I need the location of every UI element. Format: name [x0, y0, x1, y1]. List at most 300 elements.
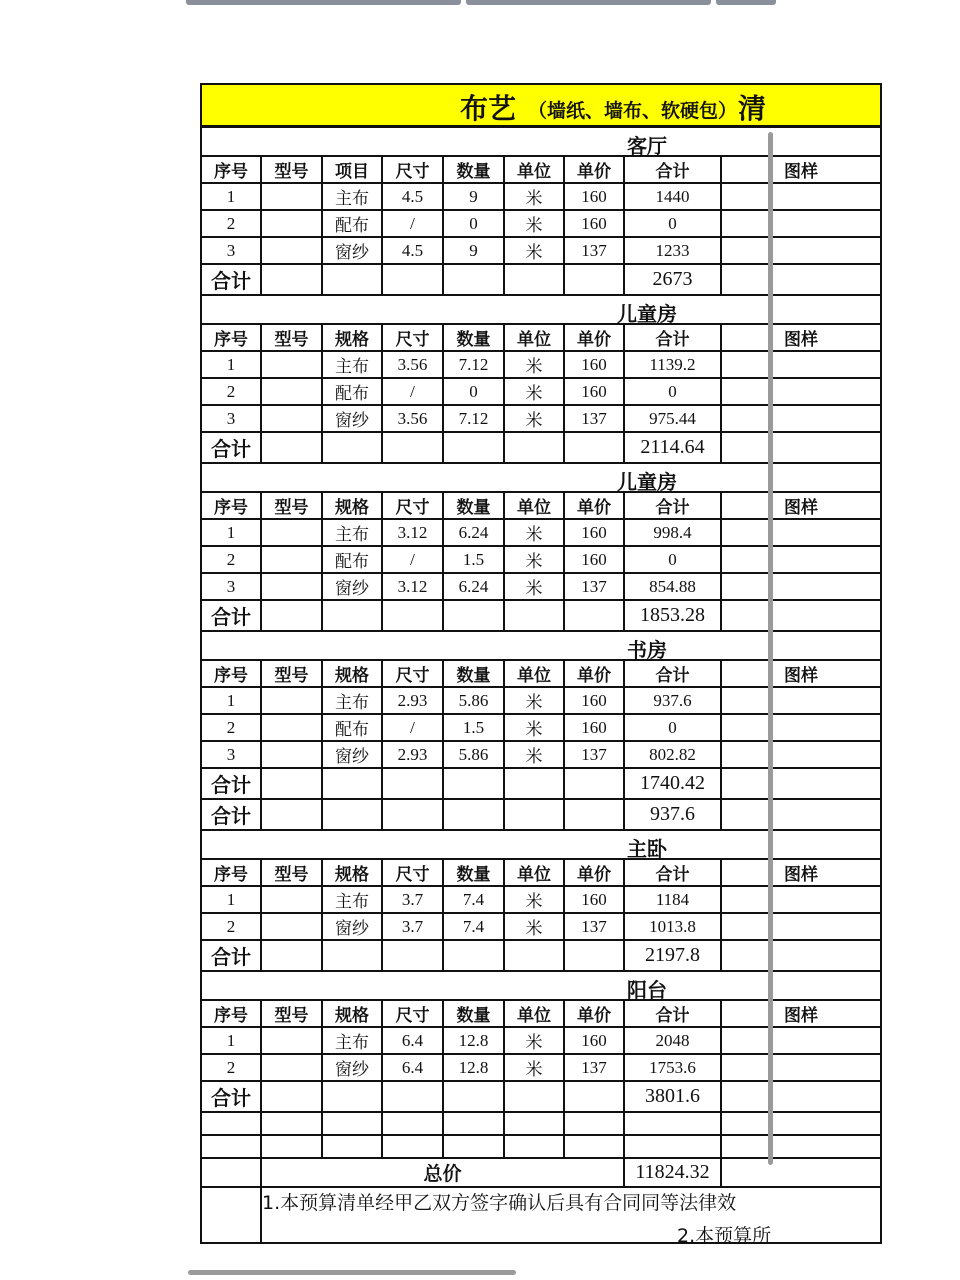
total-label[interactable]: 总价	[261, 1158, 624, 1187]
column-header[interactable]: 规格	[322, 859, 382, 886]
table-cell[interactable]	[721, 1054, 881, 1081]
table-cell[interactable]: 2.93	[382, 687, 443, 714]
table-cell[interactable]: 160	[564, 886, 624, 913]
table-cell[interactable]	[721, 264, 881, 295]
column-header[interactable]: 合计	[624, 660, 721, 687]
table-cell[interactable]	[201, 1187, 261, 1243]
column-header[interactable]: 数量	[443, 660, 504, 687]
table-cell[interactable]	[564, 940, 624, 971]
column-header[interactable]: 序号	[201, 492, 261, 519]
table-cell[interactable]	[201, 1158, 261, 1187]
horizontal-scrollbar[interactable]	[188, 1270, 516, 1275]
table-cell[interactable]	[261, 913, 322, 940]
table-cell[interactable]	[721, 573, 881, 600]
column-header[interactable]: 型号	[261, 660, 322, 687]
table-cell[interactable]	[564, 432, 624, 463]
column-header[interactable]: 尺寸	[382, 324, 443, 351]
subtotal-label[interactable]: 合计	[201, 768, 261, 799]
table-cell[interactable]: 2	[201, 1054, 261, 1081]
table-cell[interactable]	[443, 264, 504, 295]
table-cell[interactable]: 137	[564, 1054, 624, 1081]
table-cell[interactable]: 3.7	[382, 886, 443, 913]
table-cell[interactable]	[261, 519, 322, 546]
table-cell[interactable]: 米	[504, 519, 564, 546]
table-cell[interactable]: 配布	[322, 714, 382, 741]
section-header-row	[201, 127, 881, 157]
table-cell[interactable]	[322, 432, 382, 463]
table-cell[interactable]	[261, 1081, 322, 1112]
table-cell[interactable]	[721, 1135, 881, 1158]
table-cell[interactable]	[564, 799, 624, 830]
table-cell[interactable]	[382, 940, 443, 971]
table-cell[interactable]	[261, 546, 322, 573]
column-header[interactable]: 合计	[624, 1000, 721, 1027]
table-cell[interactable]	[721, 432, 881, 463]
table-cell[interactable]	[201, 1112, 261, 1135]
table-cell[interactable]: 米	[504, 1027, 564, 1054]
table-cell[interactable]: 0	[624, 714, 721, 741]
subtotal-value[interactable]: 2114.64	[624, 432, 721, 463]
table-cell[interactable]: 9	[443, 237, 504, 264]
table-cell[interactable]	[322, 1135, 382, 1158]
table-cell[interactable]	[721, 913, 881, 940]
table-cell[interactable]: 1753.6	[624, 1054, 721, 1081]
table-cell[interactable]	[504, 799, 564, 830]
table-cell[interactable]: 1	[201, 183, 261, 210]
table-cell[interactable]	[261, 378, 322, 405]
vertical-scrollbar[interactable]	[768, 132, 773, 1165]
table-cell[interactable]: 1	[201, 519, 261, 546]
table-cell[interactable]: 137	[564, 741, 624, 768]
table-cell[interactable]	[564, 600, 624, 631]
table-cell[interactable]: 160	[564, 183, 624, 210]
table-cell[interactable]: 7.4	[443, 886, 504, 913]
table-cell[interactable]: 主布	[322, 351, 382, 378]
subtotal-value[interactable]: 3801.6	[624, 1081, 721, 1112]
table-cell[interactable]: 1	[201, 351, 261, 378]
column-header[interactable]: 数量	[443, 492, 504, 519]
column-header[interactable]: 型号	[261, 156, 322, 183]
table-cell[interactable]	[721, 600, 881, 631]
table-cell[interactable]: 12.8	[443, 1027, 504, 1054]
table-cell[interactable]: 3	[201, 405, 261, 432]
table-cell[interactable]: 主布	[322, 1027, 382, 1054]
subtotal-label[interactable]: 合计	[201, 264, 261, 295]
table-cell[interactable]	[322, 1081, 382, 1112]
table-cell[interactable]	[261, 768, 322, 799]
table-cell[interactable]: 137	[564, 237, 624, 264]
table-cell[interactable]: 3.56	[382, 405, 443, 432]
table-cell[interactable]	[261, 714, 322, 741]
table-cell[interactable]: 2.93	[382, 741, 443, 768]
browser-tab[interactable]	[716, 0, 776, 5]
column-header[interactable]: 尺寸	[382, 156, 443, 183]
table-cell[interactable]	[443, 799, 504, 830]
table-cell[interactable]: 160	[564, 519, 624, 546]
column-header[interactable]: 单位	[504, 660, 564, 687]
section-title: 主卧	[627, 837, 667, 861]
column-header[interactable]: 项目	[322, 156, 382, 183]
table-cell[interactable]	[504, 600, 564, 631]
table-cell[interactable]	[322, 600, 382, 631]
table-cell[interactable]: 160	[564, 378, 624, 405]
table-cell[interactable]: 2	[201, 913, 261, 940]
table-cell[interactable]: 1.5	[443, 714, 504, 741]
table-cell[interactable]	[443, 600, 504, 631]
table-cell[interactable]	[721, 237, 881, 264]
column-header[interactable]: 数量	[443, 859, 504, 886]
table-cell[interactable]	[443, 1112, 504, 1135]
column-header[interactable]: 单位	[504, 1000, 564, 1027]
column-header[interactable]: 尺寸	[382, 1000, 443, 1027]
table-cell[interactable]	[721, 940, 881, 971]
table-cell[interactable]	[564, 1081, 624, 1112]
table-cell[interactable]: 0	[443, 378, 504, 405]
table-cell[interactable]	[261, 1135, 322, 1158]
table-cell[interactable]: 1013.8	[624, 913, 721, 940]
table-cell[interactable]	[261, 405, 322, 432]
table-cell[interactable]	[322, 799, 382, 830]
table-cell[interactable]	[504, 264, 564, 295]
table-cell[interactable]: 7.4	[443, 913, 504, 940]
table-cell[interactable]	[261, 1112, 322, 1135]
table-cell[interactable]: 2	[201, 714, 261, 741]
table-cell[interactable]: 米	[504, 741, 564, 768]
table-cell[interactable]: 160	[564, 687, 624, 714]
column-header[interactable]: 序号	[201, 156, 261, 183]
table-cell[interactable]: 0	[624, 378, 721, 405]
table-cell[interactable]: 主布	[322, 519, 382, 546]
table-cell[interactable]: 米	[504, 886, 564, 913]
table-cell[interactable]	[721, 714, 881, 741]
table-cell[interactable]	[504, 1135, 564, 1158]
section-title-cell[interactable]	[201, 830, 881, 859]
table-cell[interactable]: 1.5	[443, 546, 504, 573]
table-cell[interactable]	[504, 940, 564, 971]
column-header[interactable]: 尺寸	[382, 660, 443, 687]
table-cell[interactable]	[721, 405, 881, 432]
table-cell[interactable]	[721, 768, 881, 799]
column-header[interactable]: 序号	[201, 1000, 261, 1027]
section-title-cell[interactable]	[201, 971, 881, 1000]
table-cell[interactable]: 米	[504, 237, 564, 264]
table-cell[interactable]: 2048	[624, 1027, 721, 1054]
table-cell[interactable]	[504, 1112, 564, 1135]
table-cell[interactable]	[564, 1135, 624, 1158]
table-cell[interactable]: 米	[504, 573, 564, 600]
section-title-cell[interactable]	[201, 295, 881, 324]
column-header[interactable]: 图样	[721, 1000, 881, 1027]
table-cell[interactable]: 2	[201, 378, 261, 405]
column-header[interactable]: 单位	[504, 156, 564, 183]
subtotal-value[interactable]: 937.6	[624, 799, 721, 830]
subtotal-value[interactable]: 2197.8	[624, 940, 721, 971]
column-header[interactable]: 尺寸	[382, 859, 443, 886]
table-cell[interactable]	[382, 799, 443, 830]
table-cell[interactable]	[261, 799, 322, 830]
subtotal-value[interactable]: 1853.28	[624, 600, 721, 631]
subtotal-value[interactable]: 2673	[624, 264, 721, 295]
table-cell[interactable]: 配布	[322, 546, 382, 573]
table-cell[interactable]: 1440	[624, 183, 721, 210]
column-header[interactable]: 序号	[201, 660, 261, 687]
table-cell[interactable]: 3.12	[382, 573, 443, 600]
table-cell[interactable]: 窗纱	[322, 913, 382, 940]
table-cell[interactable]: 160	[564, 210, 624, 237]
table-cell[interactable]: 6.24	[443, 519, 504, 546]
table-cell[interactable]: 1139.2	[624, 351, 721, 378]
table-cell[interactable]	[322, 940, 382, 971]
table-cell[interactable]: 3.7	[382, 913, 443, 940]
table-cell[interactable]: 6.24	[443, 573, 504, 600]
table-cell[interactable]: 6.4	[382, 1027, 443, 1054]
table-cell[interactable]	[504, 768, 564, 799]
table-cell[interactable]: 160	[564, 1027, 624, 1054]
table-cell[interactable]: 854.88	[624, 573, 721, 600]
column-header[interactable]: 合计	[624, 859, 721, 886]
table-cell[interactable]	[721, 210, 881, 237]
table-cell[interactable]: 160	[564, 546, 624, 573]
column-header[interactable]: 单价	[564, 324, 624, 351]
column-header[interactable]: 图样	[721, 660, 881, 687]
table-cell[interactable]: 3.12	[382, 519, 443, 546]
table-cell[interactable]	[564, 264, 624, 295]
table-cell[interactable]: 1	[201, 687, 261, 714]
table-cell[interactable]	[261, 210, 322, 237]
table-cell[interactable]: 米	[504, 546, 564, 573]
table-cell[interactable]	[261, 940, 322, 971]
column-header[interactable]: 单价	[564, 492, 624, 519]
table-cell[interactable]	[382, 432, 443, 463]
table-cell[interactable]	[322, 1112, 382, 1135]
table-cell[interactable]	[721, 183, 881, 210]
table-cell[interactable]: 1	[201, 886, 261, 913]
column-header[interactable]: 单价	[564, 660, 624, 687]
table-cell[interactable]	[624, 1112, 721, 1135]
table-cell[interactable]	[721, 687, 881, 714]
notes-cell[interactable]	[261, 1187, 881, 1247]
table-cell[interactable]	[721, 1027, 881, 1054]
table-cell[interactable]: 4.5	[382, 237, 443, 264]
column-header[interactable]: 图样	[721, 859, 881, 886]
section-title-cell[interactable]	[201, 463, 881, 492]
column-header[interactable]: 尺寸	[382, 492, 443, 519]
table-cell[interactable]: 4.5	[382, 183, 443, 210]
table-cell[interactable]: 米	[504, 378, 564, 405]
table-cell[interactable]	[382, 600, 443, 631]
table-cell[interactable]	[721, 519, 881, 546]
browser-tab[interactable]	[186, 0, 461, 5]
table-cell[interactable]	[261, 886, 322, 913]
table-cell[interactable]	[382, 768, 443, 799]
table-cell[interactable]	[261, 573, 322, 600]
table-cell[interactable]: 米	[504, 405, 564, 432]
table-cell[interactable]	[443, 940, 504, 971]
table-cell[interactable]	[261, 600, 322, 631]
table-cell[interactable]: 主布	[322, 886, 382, 913]
column-header[interactable]: 图样	[721, 492, 881, 519]
table-cell[interactable]: 0	[624, 210, 721, 237]
table-cell[interactable]: 5.86	[443, 741, 504, 768]
table-cell[interactable]: 配布	[322, 378, 382, 405]
table-cell[interactable]	[261, 687, 322, 714]
table-cell[interactable]: /	[382, 210, 443, 237]
table-cell[interactable]: 窗纱	[322, 741, 382, 768]
table-cell[interactable]: 9	[443, 183, 504, 210]
table-cell[interactable]	[721, 741, 881, 768]
table-cell[interactable]	[322, 768, 382, 799]
table-cell[interactable]: 窗纱	[322, 237, 382, 264]
table-cell[interactable]: 主布	[322, 687, 382, 714]
table-cell[interactable]	[721, 546, 881, 573]
table-cell[interactable]	[721, 351, 881, 378]
table-cell[interactable]: /	[382, 546, 443, 573]
table-cell[interactable]: /	[382, 378, 443, 405]
table-cell[interactable]: /	[382, 714, 443, 741]
column-header[interactable]: 单价	[564, 156, 624, 183]
table-cell[interactable]: 160	[564, 714, 624, 741]
table-cell[interactable]: 137	[564, 405, 624, 432]
table-cell[interactable]	[261, 183, 322, 210]
table-cell[interactable]	[721, 799, 881, 830]
column-header[interactable]: 型号	[261, 859, 322, 886]
table-cell[interactable]	[261, 264, 322, 295]
table-cell[interactable]	[721, 1081, 881, 1112]
column-header[interactable]: 数量	[443, 156, 504, 183]
table-cell[interactable]: 1	[201, 1027, 261, 1054]
table-cell[interactable]	[382, 264, 443, 295]
column-header[interactable]: 规格	[322, 324, 382, 351]
table-cell[interactable]: 5.86	[443, 687, 504, 714]
table-cell[interactable]	[261, 432, 322, 463]
table-cell[interactable]: 6.4	[382, 1054, 443, 1081]
table-cell[interactable]: 137	[564, 573, 624, 600]
table-cell[interactable]: 米	[504, 1054, 564, 1081]
table-cell[interactable]	[721, 1112, 881, 1135]
table-cell[interactable]	[504, 432, 564, 463]
table-cell[interactable]: 2	[201, 210, 261, 237]
table-cell[interactable]	[382, 1112, 443, 1135]
table-cell[interactable]: 米	[504, 714, 564, 741]
column-header[interactable]: 单位	[504, 492, 564, 519]
column-header[interactable]: 合计	[624, 156, 721, 183]
table-cell[interactable]	[261, 1027, 322, 1054]
table-cell[interactable]: 米	[504, 183, 564, 210]
section-title: 儿童房	[617, 470, 677, 494]
table-cell[interactable]: 米	[504, 210, 564, 237]
table-cell[interactable]: 米	[504, 913, 564, 940]
table-cell[interactable]: 窗纱	[322, 405, 382, 432]
column-header[interactable]: 型号	[261, 324, 322, 351]
browser-tab[interactable]	[466, 0, 711, 5]
table-cell[interactable]: 主布	[322, 183, 382, 210]
table-cell[interactable]: 0	[443, 210, 504, 237]
table-cell[interactable]: 配布	[322, 210, 382, 237]
table-cell[interactable]: 160	[564, 351, 624, 378]
column-header[interactable]: 数量	[443, 1000, 504, 1027]
column-header[interactable]: 序号	[201, 859, 261, 886]
table-cell[interactable]: 137	[564, 913, 624, 940]
column-header[interactable]: 规格	[322, 492, 382, 519]
table-cell[interactable]	[201, 1135, 261, 1158]
column-header[interactable]: 规格	[322, 660, 382, 687]
table-cell[interactable]: 3	[201, 741, 261, 768]
table-cell[interactable]	[443, 768, 504, 799]
table-cell[interactable]: 937.6	[624, 687, 721, 714]
table-cell[interactable]: 1184	[624, 886, 721, 913]
table-cell[interactable]: 7.12	[443, 351, 504, 378]
column-header[interactable]: 合计	[624, 492, 721, 519]
table-cell[interactable]	[504, 1081, 564, 1112]
column-header[interactable]: 图样	[721, 156, 881, 183]
column-header[interactable]: 合计	[624, 324, 721, 351]
column-header[interactable]: 单位	[504, 324, 564, 351]
table-cell[interactable]: 0	[624, 546, 721, 573]
table-cell[interactable]	[261, 741, 322, 768]
subtotal-label[interactable]: 合计	[201, 1081, 261, 1112]
column-header[interactable]: 型号	[261, 492, 322, 519]
subtotal-label[interactable]: 合计	[201, 799, 261, 830]
column-header[interactable]: 单位	[504, 859, 564, 886]
column-header[interactable]: 数量	[443, 324, 504, 351]
table-cell[interactable]: 3	[201, 573, 261, 600]
table-cell[interactable]: 3	[201, 237, 261, 264]
table-cell[interactable]	[382, 1135, 443, 1158]
table-cell[interactable]	[721, 886, 881, 913]
table-row	[201, 687, 881, 714]
column-header[interactable]: 图样	[721, 324, 881, 351]
table-cell[interactable]: 12.8	[443, 1054, 504, 1081]
table-cell[interactable]	[443, 432, 504, 463]
table-cell[interactable]	[261, 1054, 322, 1081]
subtotal-label[interactable]: 合计	[201, 940, 261, 971]
table-cell[interactable]	[443, 1081, 504, 1112]
table-cell[interactable]: 998.4	[624, 519, 721, 546]
section-title-cell[interactable]	[201, 127, 881, 157]
table-cell[interactable]	[261, 237, 322, 264]
section-title-cell[interactable]	[201, 631, 881, 660]
table-cell[interactable]: 1233	[624, 237, 721, 264]
total-value[interactable]: 11824.32	[624, 1158, 721, 1187]
column-header[interactable]: 型号	[261, 1000, 322, 1027]
column-header[interactable]: 单价	[564, 859, 624, 886]
table-cell[interactable]: 3.56	[382, 351, 443, 378]
table-cell[interactable]	[564, 1112, 624, 1135]
column-header[interactable]: 序号	[201, 324, 261, 351]
table-cell[interactable]: 802.82	[624, 741, 721, 768]
table-cell[interactable]: 米	[504, 687, 564, 714]
table-cell[interactable]	[721, 378, 881, 405]
table-cell[interactable]	[443, 1135, 504, 1158]
table-cell[interactable]: 米	[504, 351, 564, 378]
table-cell[interactable]	[564, 768, 624, 799]
table-cell[interactable]: 窗纱	[322, 1054, 382, 1081]
subtotal-value[interactable]: 1740.42	[624, 768, 721, 799]
table-cell[interactable]	[624, 1135, 721, 1158]
table-cell[interactable]: 窗纱	[322, 573, 382, 600]
table-cell[interactable]: 2	[201, 546, 261, 573]
table-cell[interactable]	[382, 1081, 443, 1112]
table-cell[interactable]: 7.12	[443, 405, 504, 432]
column-header[interactable]: 单价	[564, 1000, 624, 1027]
table-cell[interactable]	[322, 264, 382, 295]
table-cell[interactable]	[721, 1158, 881, 1187]
column-header[interactable]: 规格	[322, 1000, 382, 1027]
table-cell[interactable]: 975.44	[624, 405, 721, 432]
subtotal-label[interactable]: 合计	[201, 432, 261, 463]
subtotal-label[interactable]: 合计	[201, 600, 261, 631]
table-cell[interactable]	[261, 351, 322, 378]
